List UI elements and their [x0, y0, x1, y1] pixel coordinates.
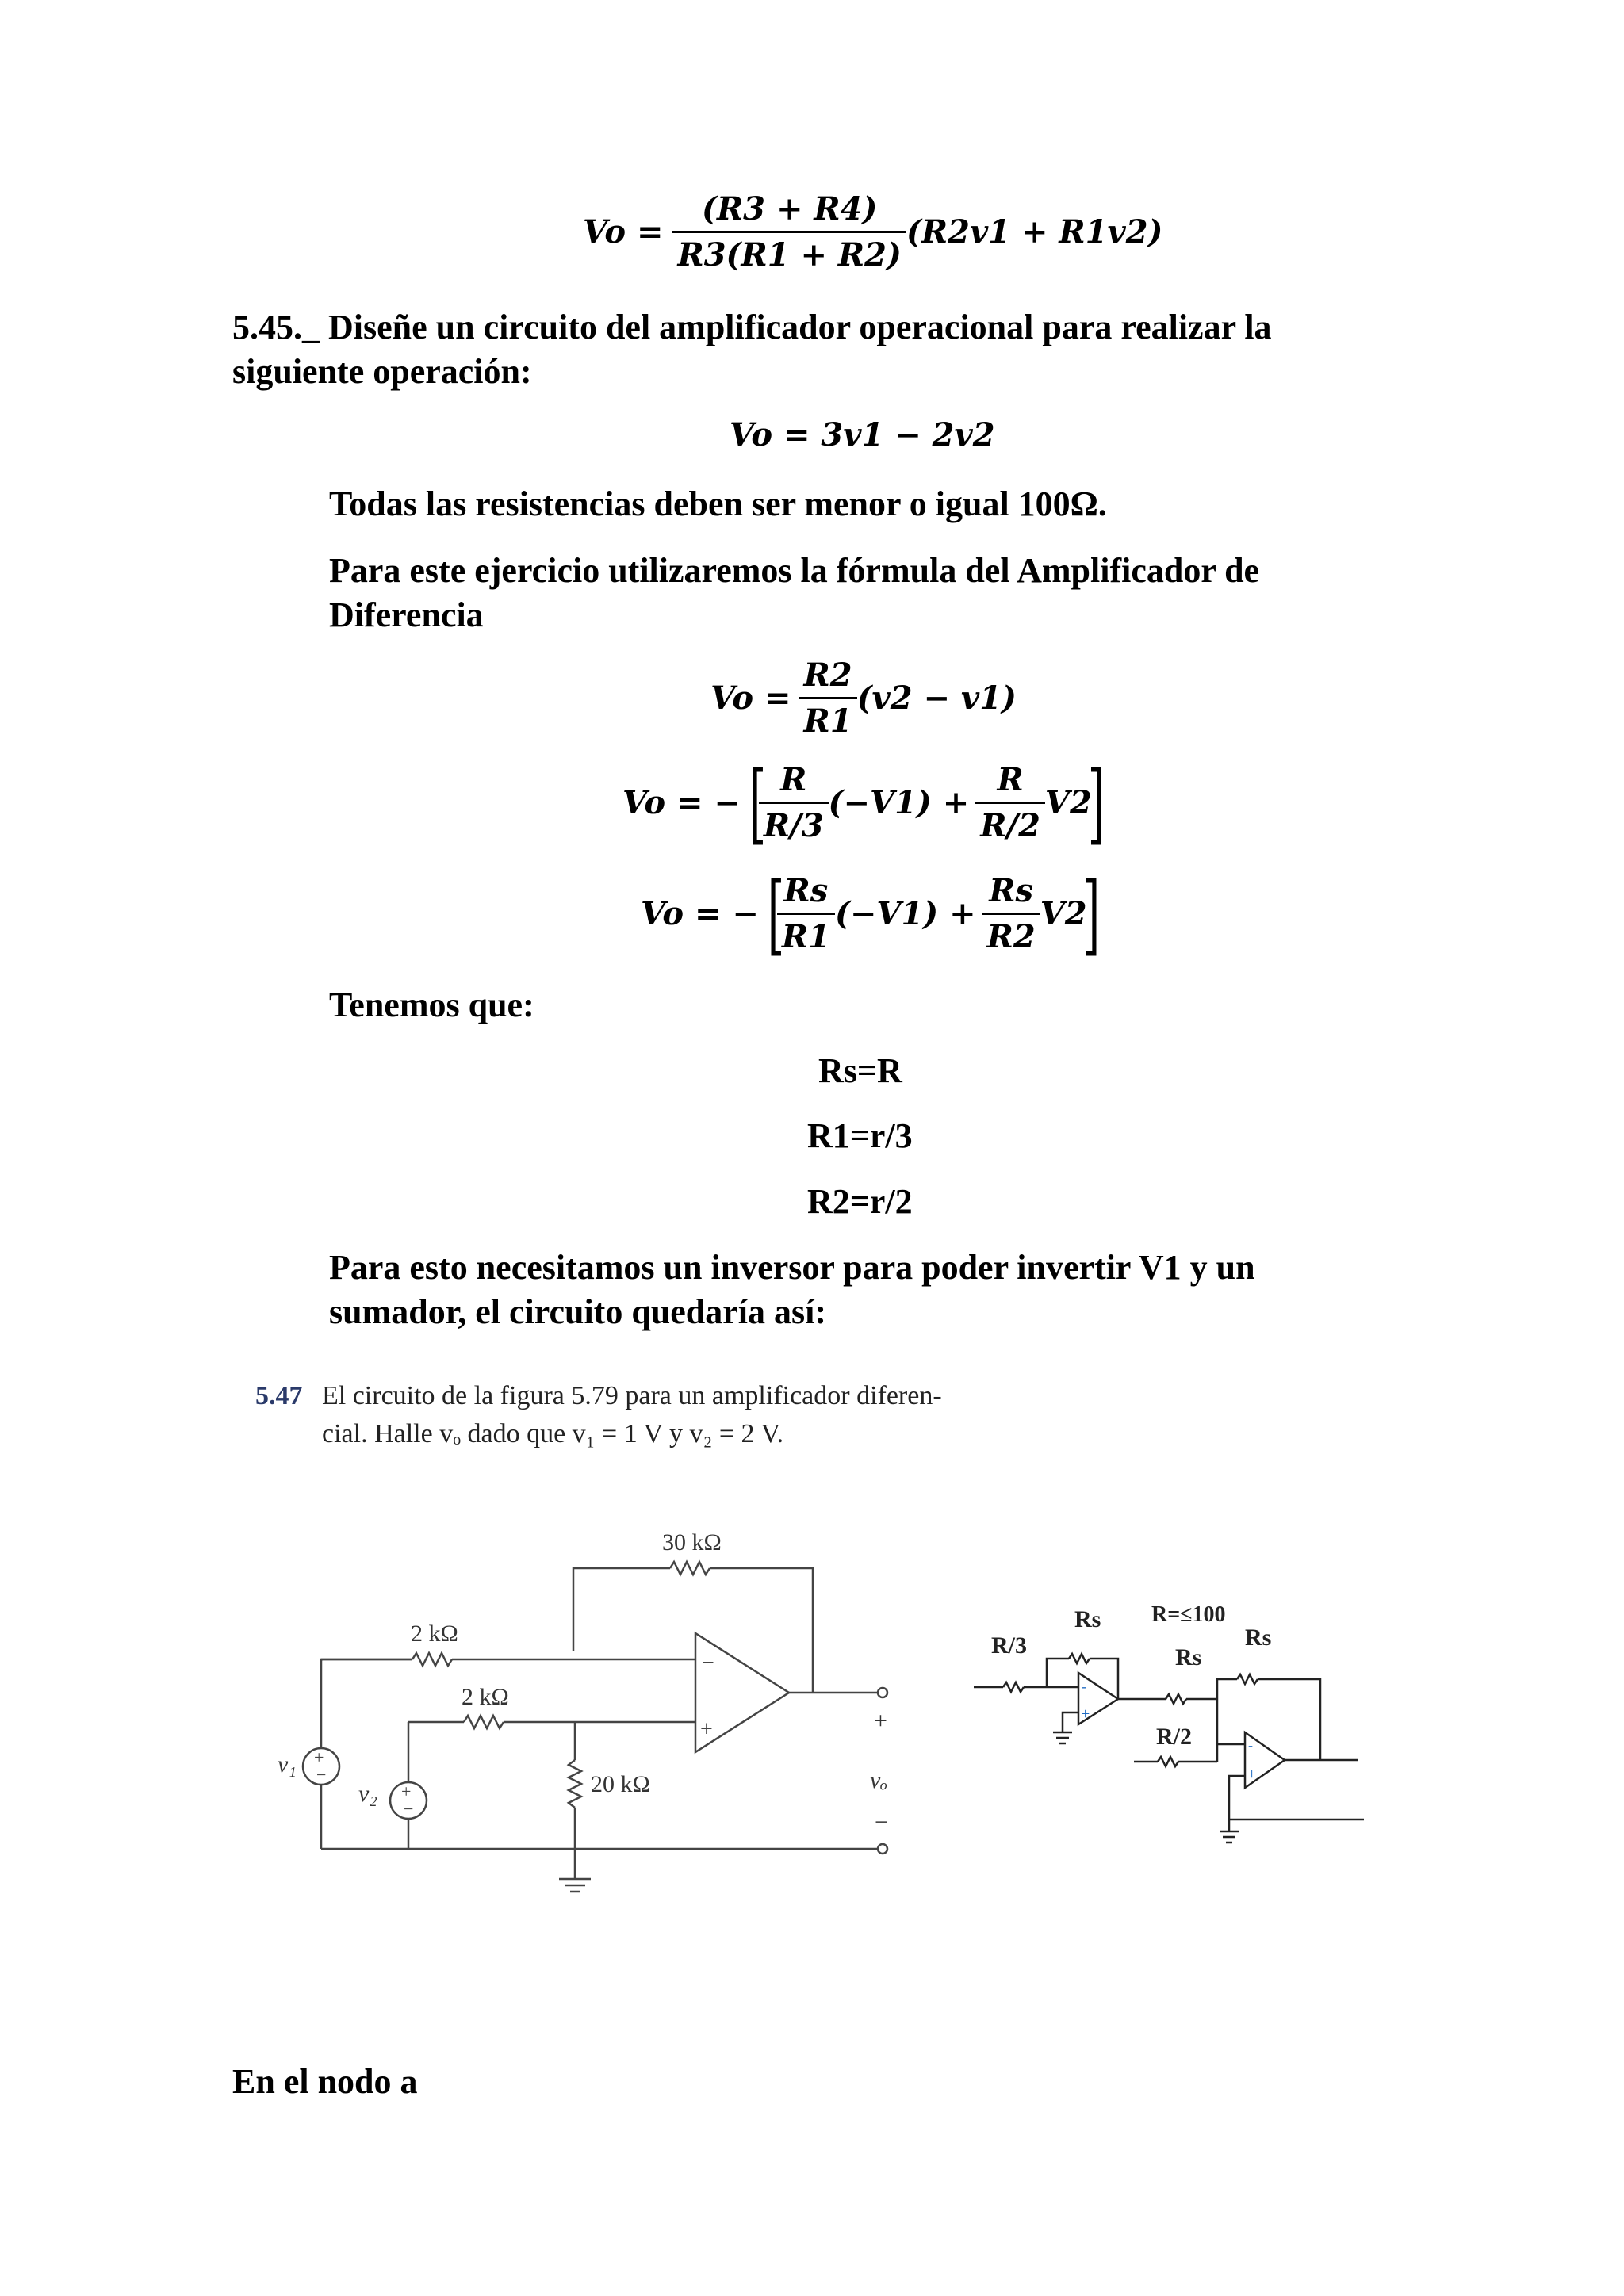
svg-text:+: +	[401, 1781, 412, 1801]
eq-r-term1: (−V1) +	[828, 784, 970, 821]
eq-r-lhs: Vo = −	[622, 784, 741, 821]
eq-rs-frac1-num: Rs	[783, 872, 829, 909]
eq-diff-lhs: Vo =	[710, 679, 791, 717]
eq-fraction	[672, 190, 906, 274]
inverter-summer-circuit	[967, 1586, 1380, 1871]
eq-r-frac2-num: R	[997, 761, 1024, 798]
problem-545-heading: 5.45._ Diseñe un circuito del amplificador operacional para realizar la siguiente operación:	[232, 308, 1272, 391]
bracket-close-rs: ]	[1082, 863, 1100, 965]
label-2k-mid: 2 kΩ	[462, 1684, 509, 1710]
eq-numerator: (R3 + R4)	[702, 190, 878, 228]
conclusion-text: Para esto necesitamos un inversor para poder invertir V1 y un sumador, el circuito quedaría así:	[329, 1248, 1255, 1331]
eq-r-frac1-num: R	[780, 761, 807, 798]
method-text: Para este ejercicio utilizaremos la fórmula del Amplificador de Diferencia	[329, 551, 1260, 634]
eq-r-term2: V2	[1044, 784, 1092, 821]
eq-lhs: Vo =	[583, 213, 664, 251]
bracket-open-rs: [	[767, 863, 785, 965]
eq-diff-fraction	[799, 656, 856, 740]
label-20k: 20 kΩ	[591, 1771, 650, 1797]
difference-amplifier-circuit	[278, 1506, 936, 1919]
label-rs-inverter: Rs	[1074, 1606, 1101, 1632]
label-out-plus: +	[874, 1708, 887, 1734]
svg-text:+: +	[1247, 1766, 1257, 1783]
problem-547-number: 5.47	[255, 1381, 303, 1410]
equation-r-form	[622, 752, 1113, 854]
eq-r-frac1	[759, 761, 829, 844]
label-r2: R/2	[1156, 1724, 1192, 1750]
bracket-open: [	[749, 752, 767, 854]
svg-text:+: +	[314, 1747, 324, 1767]
problem-547-line2: cial. Halle vₒ dado que v₁ = 1 V y v₂ = 2 V.	[322, 1419, 784, 1448]
label-r3: R/3	[991, 1632, 1027, 1659]
label-rs-mid: Rs	[1175, 1644, 1202, 1670]
relation-r2: R2=r/2	[807, 1182, 913, 1221]
eq-diff-rhs: (v2 − v1)	[856, 679, 1017, 717]
equation-rs-form	[641, 863, 1109, 965]
label-vo: vₒ	[870, 1767, 887, 1793]
constraint-text: Todas las resistencias deben ser menor o igual 100Ω.	[329, 484, 1107, 523]
svg-text:−: −	[404, 1799, 414, 1819]
svg-text:+: +	[1081, 1705, 1090, 1723]
eq-rs-frac1	[777, 872, 835, 955]
eq-denominator: R3(R1 + R2)	[672, 231, 906, 274]
eq-r-frac1-den: R/3	[759, 802, 829, 844]
eq-rs-lhs: Vo = −	[641, 895, 759, 932]
tenemos-text: Tenemos que:	[329, 985, 534, 1024]
problem-547-line1: El circuito de la figura 5.79 para un amplificador diferen-	[322, 1381, 942, 1410]
label-v2: v₂	[358, 1781, 377, 1807]
eq-r-frac2-den: R/2	[975, 802, 1045, 844]
equation-general	[583, 190, 1162, 274]
eq-diff-denominator: R1	[799, 697, 856, 740]
label-out-minus: −	[875, 1809, 888, 1835]
svg-text:−: −	[702, 1651, 714, 1675]
bracket-close: ]	[1087, 752, 1105, 854]
label-30k: 30 kΩ	[662, 1529, 722, 1556]
target-equation-text: Vo = 3v1 − 2v2	[730, 416, 995, 453]
eq-rhs: (R2v1 + R1v2)	[906, 213, 1163, 251]
svg-text:−: −	[316, 1765, 327, 1785]
label-rs-summer: Rs	[1245, 1624, 1272, 1651]
eq-rs-frac2	[982, 872, 1040, 955]
eq-rs-frac1-den: R1	[777, 913, 835, 955]
svg-text:-: -	[1248, 1737, 1253, 1753]
equation-difference	[710, 656, 1017, 740]
footer-text: En el nodo a	[232, 2062, 418, 2101]
eq-rs-term2: V2	[1040, 895, 1087, 932]
eq-rs-frac2-num: Rs	[989, 872, 1034, 909]
eq-rs-term1: (−V1) +	[834, 895, 976, 932]
eq-diff-numerator: R2	[803, 656, 852, 694]
relation-r1: R1=r/3	[807, 1116, 913, 1155]
svg-text:-: -	[1082, 1678, 1086, 1694]
eq-rs-frac2-den: R2	[982, 913, 1040, 955]
label-r-max: R=≤100	[1151, 1602, 1226, 1627]
eq-r-frac2	[975, 761, 1045, 844]
problem-547	[255, 1378, 303, 1414]
target-equation	[730, 416, 995, 453]
label-2k-top: 2 kΩ	[411, 1621, 458, 1647]
label-v1: v₁	[278, 1751, 297, 1777]
svg-text:+: +	[700, 1717, 713, 1742]
relation-rs: Rs=R	[818, 1051, 902, 1090]
